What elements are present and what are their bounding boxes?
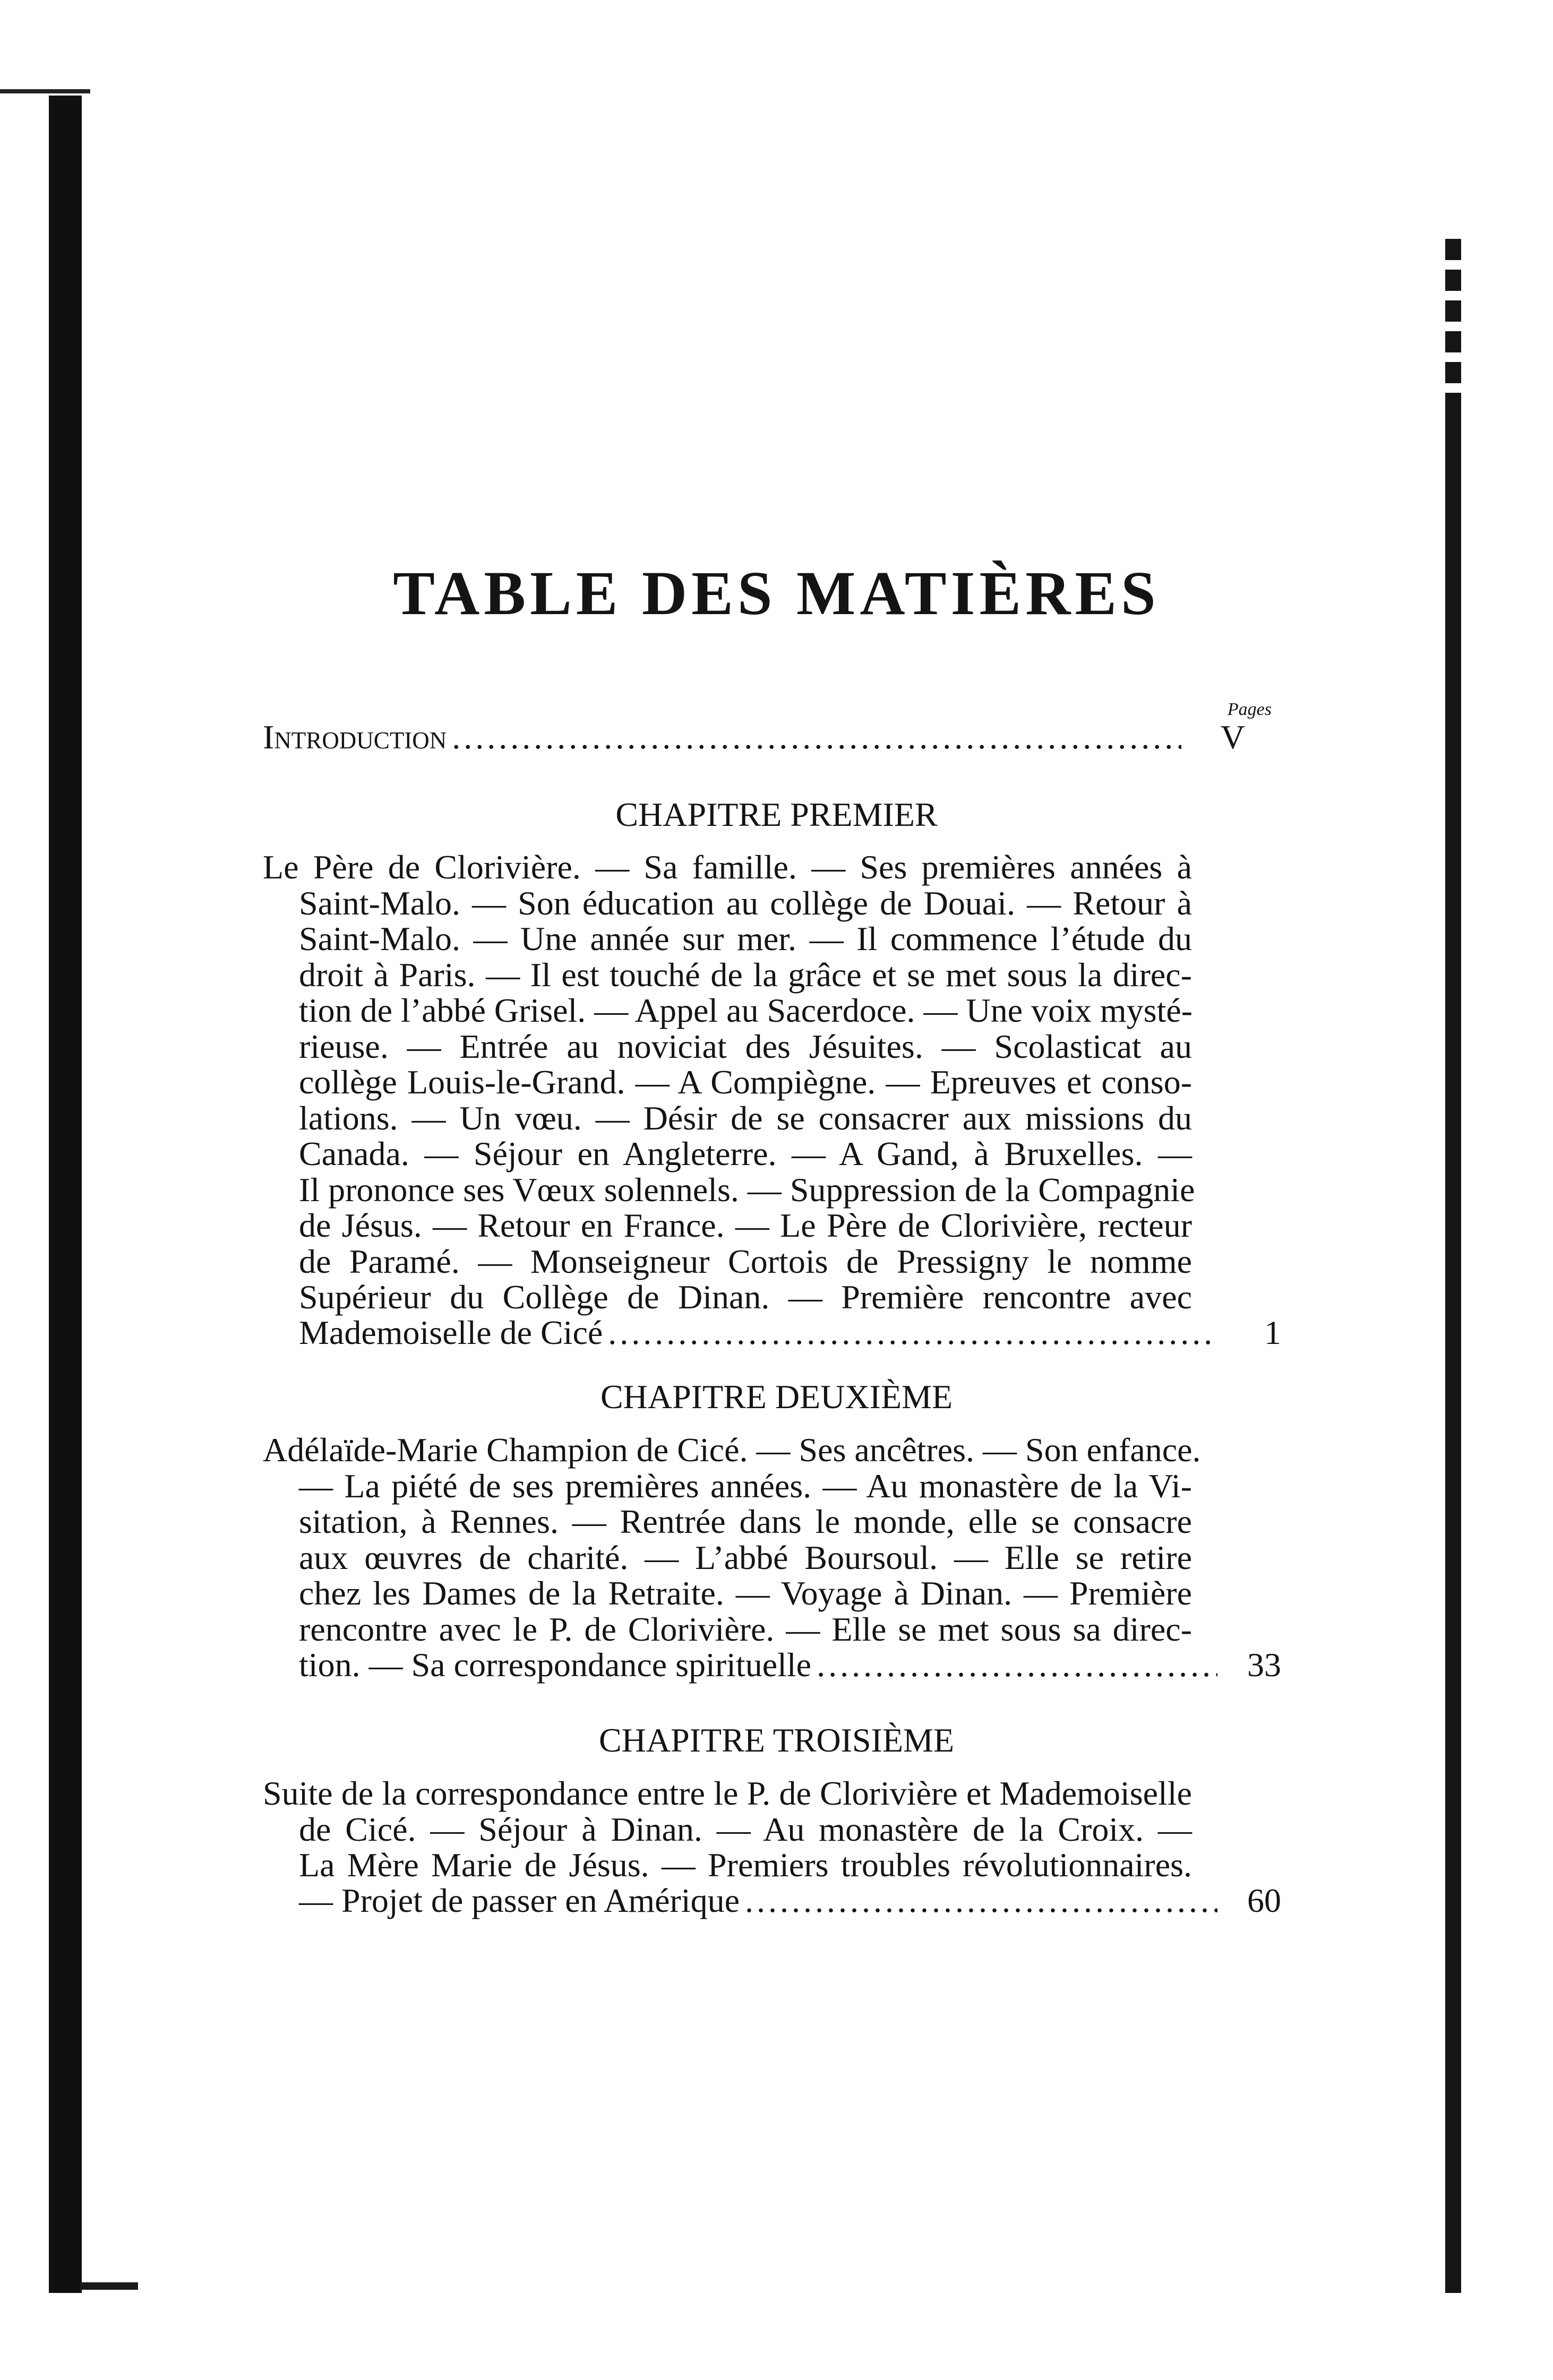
summary-line: La Mère Marie de Jésus. — Premiers troubles révolutionnaires. xyxy=(299,1846,1192,1884)
summary-line: Saint-Malo. — Son éducation au collège de Douai. — Retour à xyxy=(299,884,1192,922)
chapter-summary xyxy=(263,1774,1281,1919)
leader-dots xyxy=(817,1647,1217,1683)
leader-dots xyxy=(745,1883,1217,1919)
toc-page-number: 33 xyxy=(1247,1646,1281,1684)
chapter-summary xyxy=(263,1431,1281,1684)
summary-line: — Projet de passer en Amérique xyxy=(299,1882,740,1919)
toc-entry-introduction xyxy=(263,719,1245,755)
summary-line: lations. — Un vœu. — Désir de se consacrer aux missions du xyxy=(299,1099,1192,1137)
summary-line: chez les Dames de la Retraite. — Voyage à Dinan. — Première xyxy=(299,1574,1192,1612)
summary-line: Mademoiselle de Cicé xyxy=(299,1314,603,1351)
leader-dots xyxy=(452,719,1181,755)
summary-line: droit à Paris. — Il est touché de la grâce et se met sous la direc- xyxy=(299,955,1192,994)
chapter-heading: CHAPITRE DEUXIÈME xyxy=(600,1378,953,1416)
toc-page-number: 60 xyxy=(1247,1882,1281,1919)
leader-dots xyxy=(608,1315,1217,1351)
toc-entry-last-line xyxy=(299,1883,1281,1919)
toc-entry-last-line xyxy=(299,1647,1281,1683)
summary-line: Il prononce ses Vœux solennels. — Suppression de la Compagnie xyxy=(299,1170,1195,1209)
toc-entry-last-line xyxy=(299,1315,1281,1351)
summary-line: rieuse. — Entrée au noviciat des Jésuites. — Scolasticat au xyxy=(299,1027,1192,1065)
summary-line: sitation, à Rennes. — Rentrée dans le monde, elle se consacre xyxy=(299,1503,1192,1540)
summary-line: de Jésus. — Retour en France. — Le Père de Clorivière, recteur xyxy=(299,1206,1192,1244)
chapter-heading: CHAPITRE PREMIER xyxy=(615,796,938,833)
summary-line: — La piété de ses premières années. — Au monastère de la Vi- xyxy=(299,1467,1192,1505)
summary-line: Adélaïde-Marie Champion de Cicé. — Ses ancêtres. — Son enfance. xyxy=(263,1431,1201,1469)
chapter-heading: CHAPITRE TROISIÈME xyxy=(598,1721,955,1759)
summary-line: de Cicé. — Séjour à Dinan. — Au monastère de la Croix. — xyxy=(299,1810,1192,1848)
summary-line: tion de l’abbé Grisel. — Appel au Sacerdoce. — Une voix mysté- xyxy=(299,991,1193,1029)
chapter-summary xyxy=(263,848,1281,1351)
summary-line: de Paramé. — Monseigneur Cortois de Pressigny le nomme xyxy=(299,1242,1192,1280)
summary-line: Le Père de Clorivière. — Sa famille. — Ses premières années à xyxy=(263,848,1192,886)
summary-line: collège Louis-le-Grand. — A Compiègne. — Epreuves et conso- xyxy=(299,1063,1192,1101)
summary-line: rencontre avec le P. de Clorivière. — Elle se met sous sa direc- xyxy=(299,1610,1192,1648)
summary-line: Suite de la correspondance entre le P. de Clorivière et Mademoiselle xyxy=(263,1774,1192,1812)
summary-line: Canada. — Séjour en Angleterre. — A Gand, à Bruxelles. — xyxy=(299,1135,1192,1172)
page-title: TABLE DES MATIÈRES xyxy=(393,558,1160,628)
toc-entry-label: Introduction xyxy=(263,718,447,756)
pages-column-label: Pages xyxy=(1227,700,1272,719)
toc-page-number: 1 xyxy=(1264,1314,1281,1351)
toc-page-number: V xyxy=(1220,718,1245,756)
summary-line: aux œuvres de charité. — L’abbé Boursoul. — Elle se retire xyxy=(299,1538,1192,1576)
summary-line: tion. — Sa correspondance spirituelle xyxy=(299,1646,812,1684)
summary-line: Saint-Malo. — Une année sur mer. — Il commence l’étude du xyxy=(299,920,1192,958)
summary-line: Supérieur du Collège de Dinan. — Première rencontre avec xyxy=(299,1278,1192,1316)
